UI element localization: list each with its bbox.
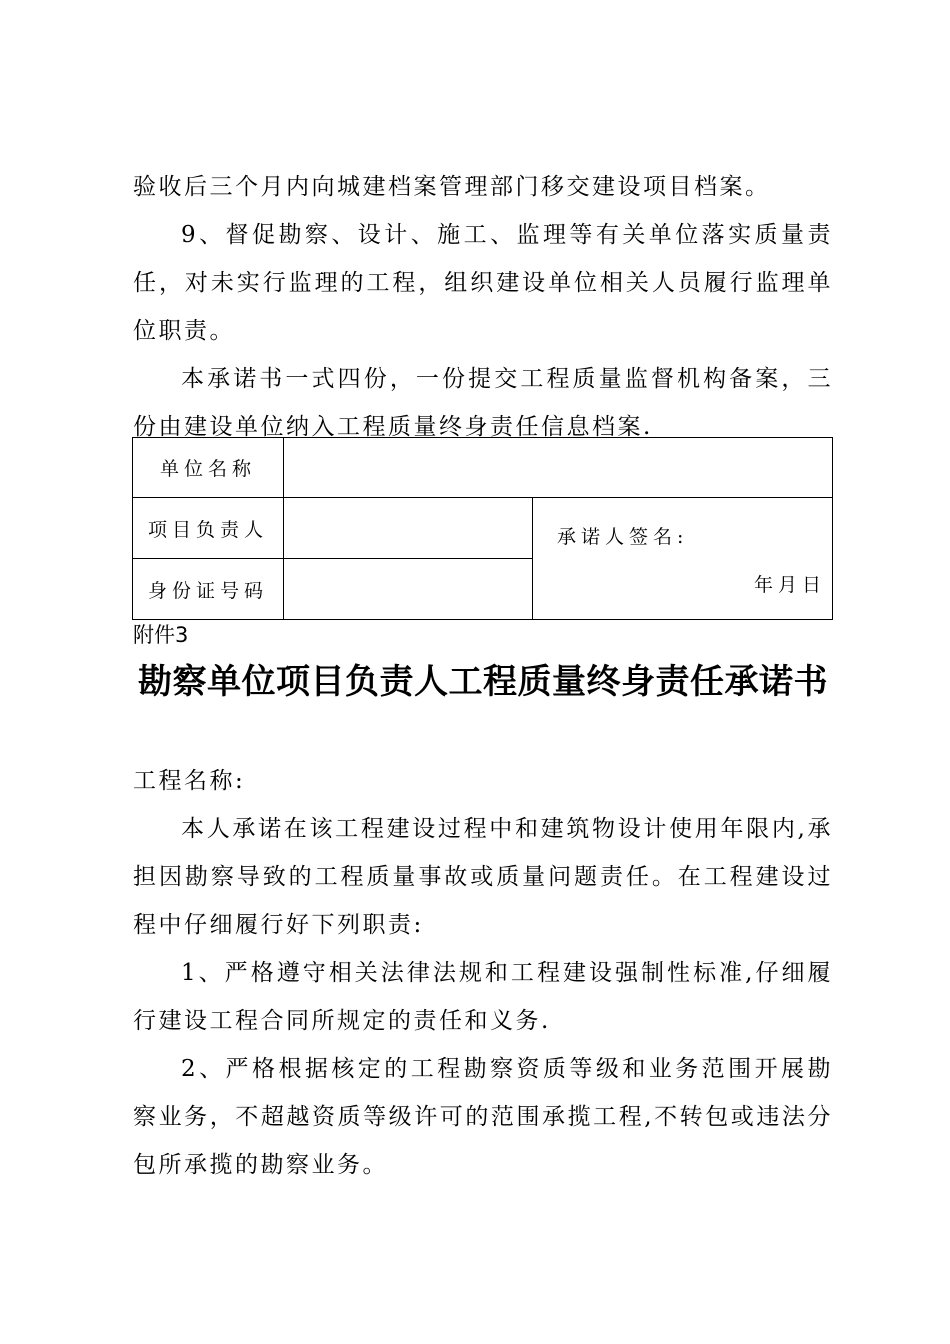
unit-name-value [284,438,833,498]
paragraph-commitment-intro: 本人承诺在该工程建设过程中和建筑物设计使用年限内,承担因勘察导致的工程质量事故或质量问题责任。在工程建设过程中仔细履行好下列职责: [133,816,833,938]
attachment-label: 附件3 [133,623,189,647]
signature-label: 承诺人签名: [557,526,689,548]
paragraph-archive-handover: 验收后三个月内向城建档案管理部门移交建设项目档案。 [133,174,771,200]
paragraph-item-2: 2、严格根据核定的工程勘察资质等级和业务范围开展勘察业务，不超越资质等级许可的范围承揽工程,不转包或违法分包所承揽的勘察业务。 [133,1056,833,1178]
document-title: 勘察单位项目负责人工程质量终身责任承诺书 [138,662,828,702]
unit-name-label: 单位名称 [133,438,284,498]
project-name-label: 工程名称: [133,768,246,794]
paragraph-item-1: 1、严格遵守相关法律法规和工程建设强制性标准,仔细履行建设工程合同所规定的责任和义务. [133,960,833,1034]
date-label: 年月日 [753,574,826,596]
id-number-value [284,559,533,620]
project-leader-label: 项目负责人 [133,498,284,559]
paragraph-item-9: 9、督促勘察、设计、施工、监理等有关单位落实质量责任，对未实行监理的工程，组织建设单位相关人员履行监理单位职责。 [133,222,833,344]
signature-cell [533,498,833,620]
paragraph-copies-note: 本承诺书一式四份，一份提交工程质量监督机构备案，三份由建设单位纳入工程质量终身责任信息档案. [133,366,833,440]
id-number-label: 身份证号码 [133,559,284,620]
signature-info-table [132,437,833,620]
project-leader-value [284,498,533,559]
